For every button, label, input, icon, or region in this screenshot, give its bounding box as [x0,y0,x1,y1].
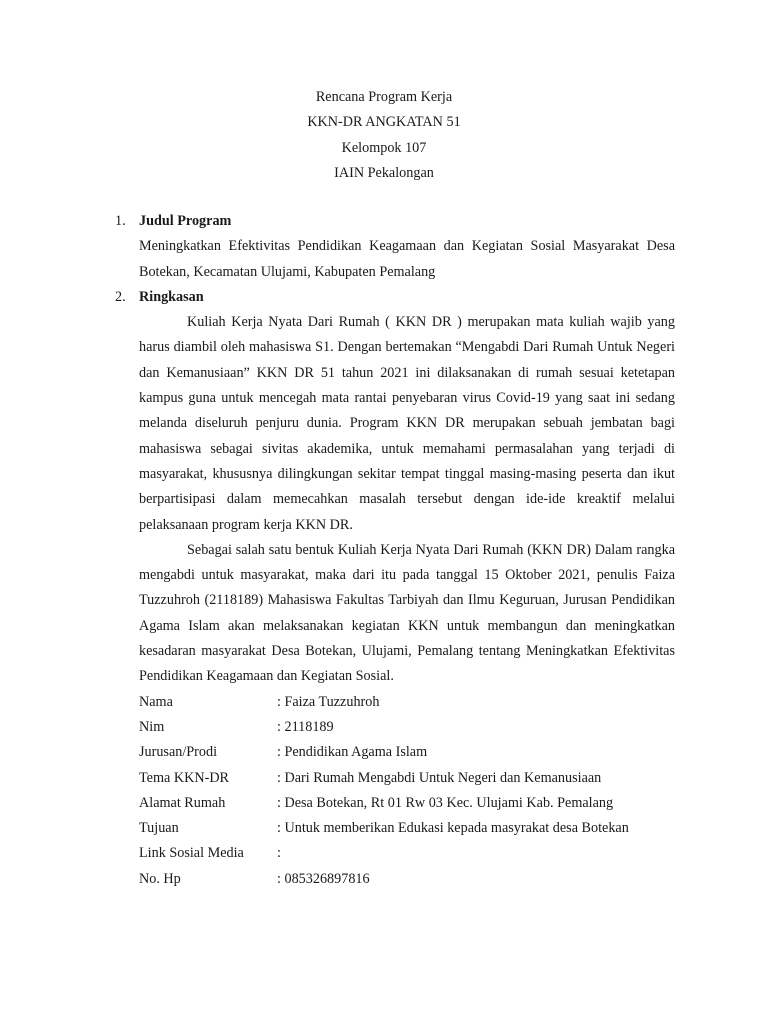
info-value: : Dari Rumah Mengabdi Untuk Negeri dan Kemanusiaan [277,769,602,786]
info-value: : Pendidikan Agama Islam [277,744,428,761]
section-1-title: Judul Program [139,213,232,229]
info-label: Nama [139,693,173,710]
info-row-phone [139,867,675,892]
info-row-address [139,791,675,816]
info-value: : [277,845,281,862]
info-label: Nim [139,718,165,735]
info-row-name [139,690,675,715]
info-row-major [139,740,675,765]
info-value: : Untuk memberikan Edukasi kepada masyrakat desa Botekan [277,820,629,837]
section-2-paragraph-1: Kuliah Kerja Nyata Dari Rumah ( KKN DR ) merupakan mata kuliah wajib yang harus diambil oleh mahasiswa S1. Dengan bertemakan “Mengabdi Dari Rumah Untuk Negeri dan Kemanusiaan” KKN DR 51 tahun 2021 ini dilaksanakan di rumah sesuai ketetapan kampus guna untuk mencegah mata rantai penyebaran virus Covid-19 yang saat ini sedang melanda diseluruh penjuru dunia. Program KKN DR merupakan sebuah jembatan bagi mahasiswa sebagai sivitas akademika, untuk memahami permasalahan yang terjadi di masyarakat, khususnya dilingkungan sekitar tempat tinggal masing-masing peserta dan ikut berpartisipasi dalam memecahkan masalah tersebut dengan ide-ide kreaktif melalui pelaksanaan program kerja KKN DR. [139,314,675,533]
info-label: Tema KKN-DR [139,769,230,786]
section-2-heading [115,285,675,310]
header-title: Rencana Program Kerja [315,89,453,105]
info-label: Tujuan [139,820,179,837]
info-label: Alamat Rumah [139,794,226,811]
info-row-theme [139,766,675,791]
info-label: Jurusan/Prodi [139,744,218,761]
info-value: : Desa Botekan, Rt 01 Rw 03 Kec. Ulujami Kab. Pemalang [277,794,614,811]
header-group: Kelompok 107 [341,139,427,156]
document-header [0,85,768,186]
header-program: KKN-DR ANGKATAN 51 [307,114,461,131]
document-body [115,209,675,892]
section-2-paragraph-2: Sebagai salah satu bentuk Kuliah Kerja Nyata Dari Rumah (KKN DR) Dalam rangka mengabdi untuk masyarakat, maka dari itu pada tanggal 15 Oktober 2021, penulis Faiza Tuzzuhroh (2118189) Mahasiswa Fakultas Tarbiyah dan Ilmu Keguruan, Jurusan Pendidikan Agama Islam akan melaksanakan kegiatan KKN untuk membangun dan meningkatkan kesadaran masyarakat Desa Botekan, Ulujami, Pemalang tentang Meningkatkan Efektivitas Pendidikan Keagamaan dan Kegiatan Sosial. [139,541,675,685]
section-1-heading [115,209,675,234]
info-row-social-media [139,841,675,866]
info-table [139,690,675,892]
info-row-nim [139,715,675,740]
info-row-purpose [139,816,675,841]
section-1-number: 1. [115,213,126,229]
header-institution: IAIN Pekalongan [334,164,434,181]
info-value: : 2118189 [277,718,334,735]
info-value: : Faiza Tuzzuhroh [277,693,380,710]
section-2-number: 2. [115,288,126,305]
info-value: : 085326897816 [277,870,370,887]
info-label: No. Hp [139,870,181,887]
section-1-paragraph: Meningkatkan Efektivitas Pendidikan Keagamaan dan Kegiatan Sosial Masyarakat Desa Botekan, Kecamatan Ulujami, Kabupaten Pemalang [139,238,675,280]
info-label: Link Sosial Media [139,845,244,862]
section-2-title: Ringkasan [139,288,204,305]
